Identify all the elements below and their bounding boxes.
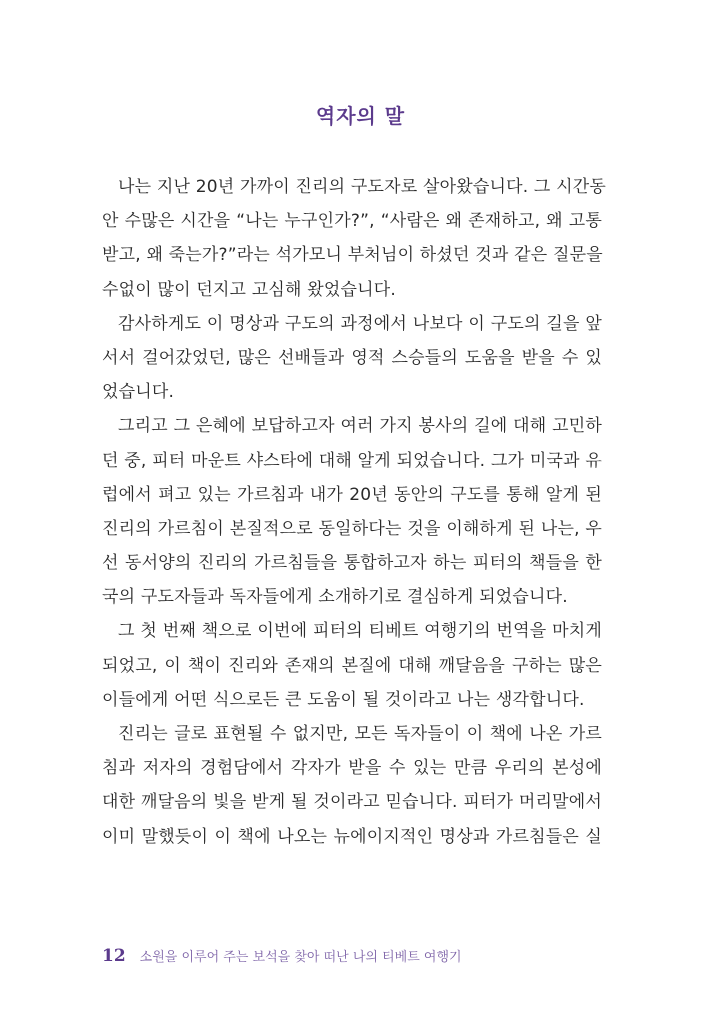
running-title: 소원을 이루어 주는 보석을 찾아 떠난 나의 티베트 여행기	[139, 950, 462, 965]
text-line: 수없이 많이 던지고 고심해 왔었습니다.	[102, 279, 396, 300]
paragraph	[102, 409, 602, 614]
paragraph	[102, 717, 602, 854]
text-line: 침과 저자의 경험담에서 각자가 받을 수 있는 만큼 우리의 본성에	[102, 758, 602, 779]
body-text	[102, 170, 607, 854]
text-line: 받고, 왜 죽는가?”라는 석가모니 부처님이 하셨던 것과 같은 질문을	[102, 245, 603, 266]
text-line: 던 중, 피터 마운트 샤스타에 대해 알게 되었습니다. 그가 미국과 유	[102, 450, 602, 471]
paragraph	[102, 614, 602, 717]
page-title: 역자의 말	[315, 104, 406, 128]
text-line: 서서 걸어갔었던, 많은 선배들과 영적 스승들의 도움을 받을 수 있	[102, 347, 602, 368]
text-line: 이미 말했듯이 이 책에 나오는 뉴에이지적인 명상과 가르침들은 실	[102, 826, 602, 847]
text-line: 감사하게도 이 명상과 구도의 과정에서 나보다 이 구도의 길을 앞	[118, 313, 602, 334]
text-line: 나는 지난 20년 가까이 진리의 구도자로 살아왔습니다. 그 시간동	[118, 177, 607, 197]
text-line: 대한 깨달음의 빛을 받게 될 것이라고 믿습니다. 피터가 머리말에서	[102, 792, 602, 813]
text-line: 진리의 가르침이 본질적으로 동일하다는 것을 이해하게 된 나는, 우	[102, 518, 602, 539]
text-line: 럽에서 펴고 있는 가르침과 내가 20년 동안의 구도를 통해 알게 된	[102, 484, 602, 505]
text-line: 그리고 그 은혜에 보답하고자 여러 가지 봉사의 길에 대해 고민하	[118, 416, 602, 437]
text-line: 선 동서양의 진리의 가르침들을 통합하고자 하는 피터의 책들을 한	[102, 553, 602, 574]
text-line: 안 수많은 시간을 “나는 누구인가?”, “사람은 왜 존재하고, 왜 고통	[102, 211, 602, 232]
text-line: 되었고, 이 책이 진리와 존재의 본질에 대해 깨달음을 구하는 많은	[102, 655, 602, 676]
text-line: 그 첫 번째 책으로 이번에 피터의 티베트 여행기의 번역을 마치게	[118, 621, 602, 642]
page-number: 12	[102, 946, 126, 966]
paragraph	[102, 307, 602, 410]
paragraph	[102, 170, 607, 307]
text-line: 었습니다.	[102, 382, 175, 403]
page-footer	[102, 946, 462, 966]
text-line: 진리는 글로 표현될 수 없지만, 모든 독자들이 이 책에 나온 가르	[118, 724, 602, 744]
text-line: 국의 구도자들과 독자들에게 소개하기로 결심하게 되었습니다.	[102, 587, 568, 608]
text-line: 이들에게 어떤 식으로든 큰 도움이 될 것이라고 나는 생각합니다.	[102, 689, 585, 710]
